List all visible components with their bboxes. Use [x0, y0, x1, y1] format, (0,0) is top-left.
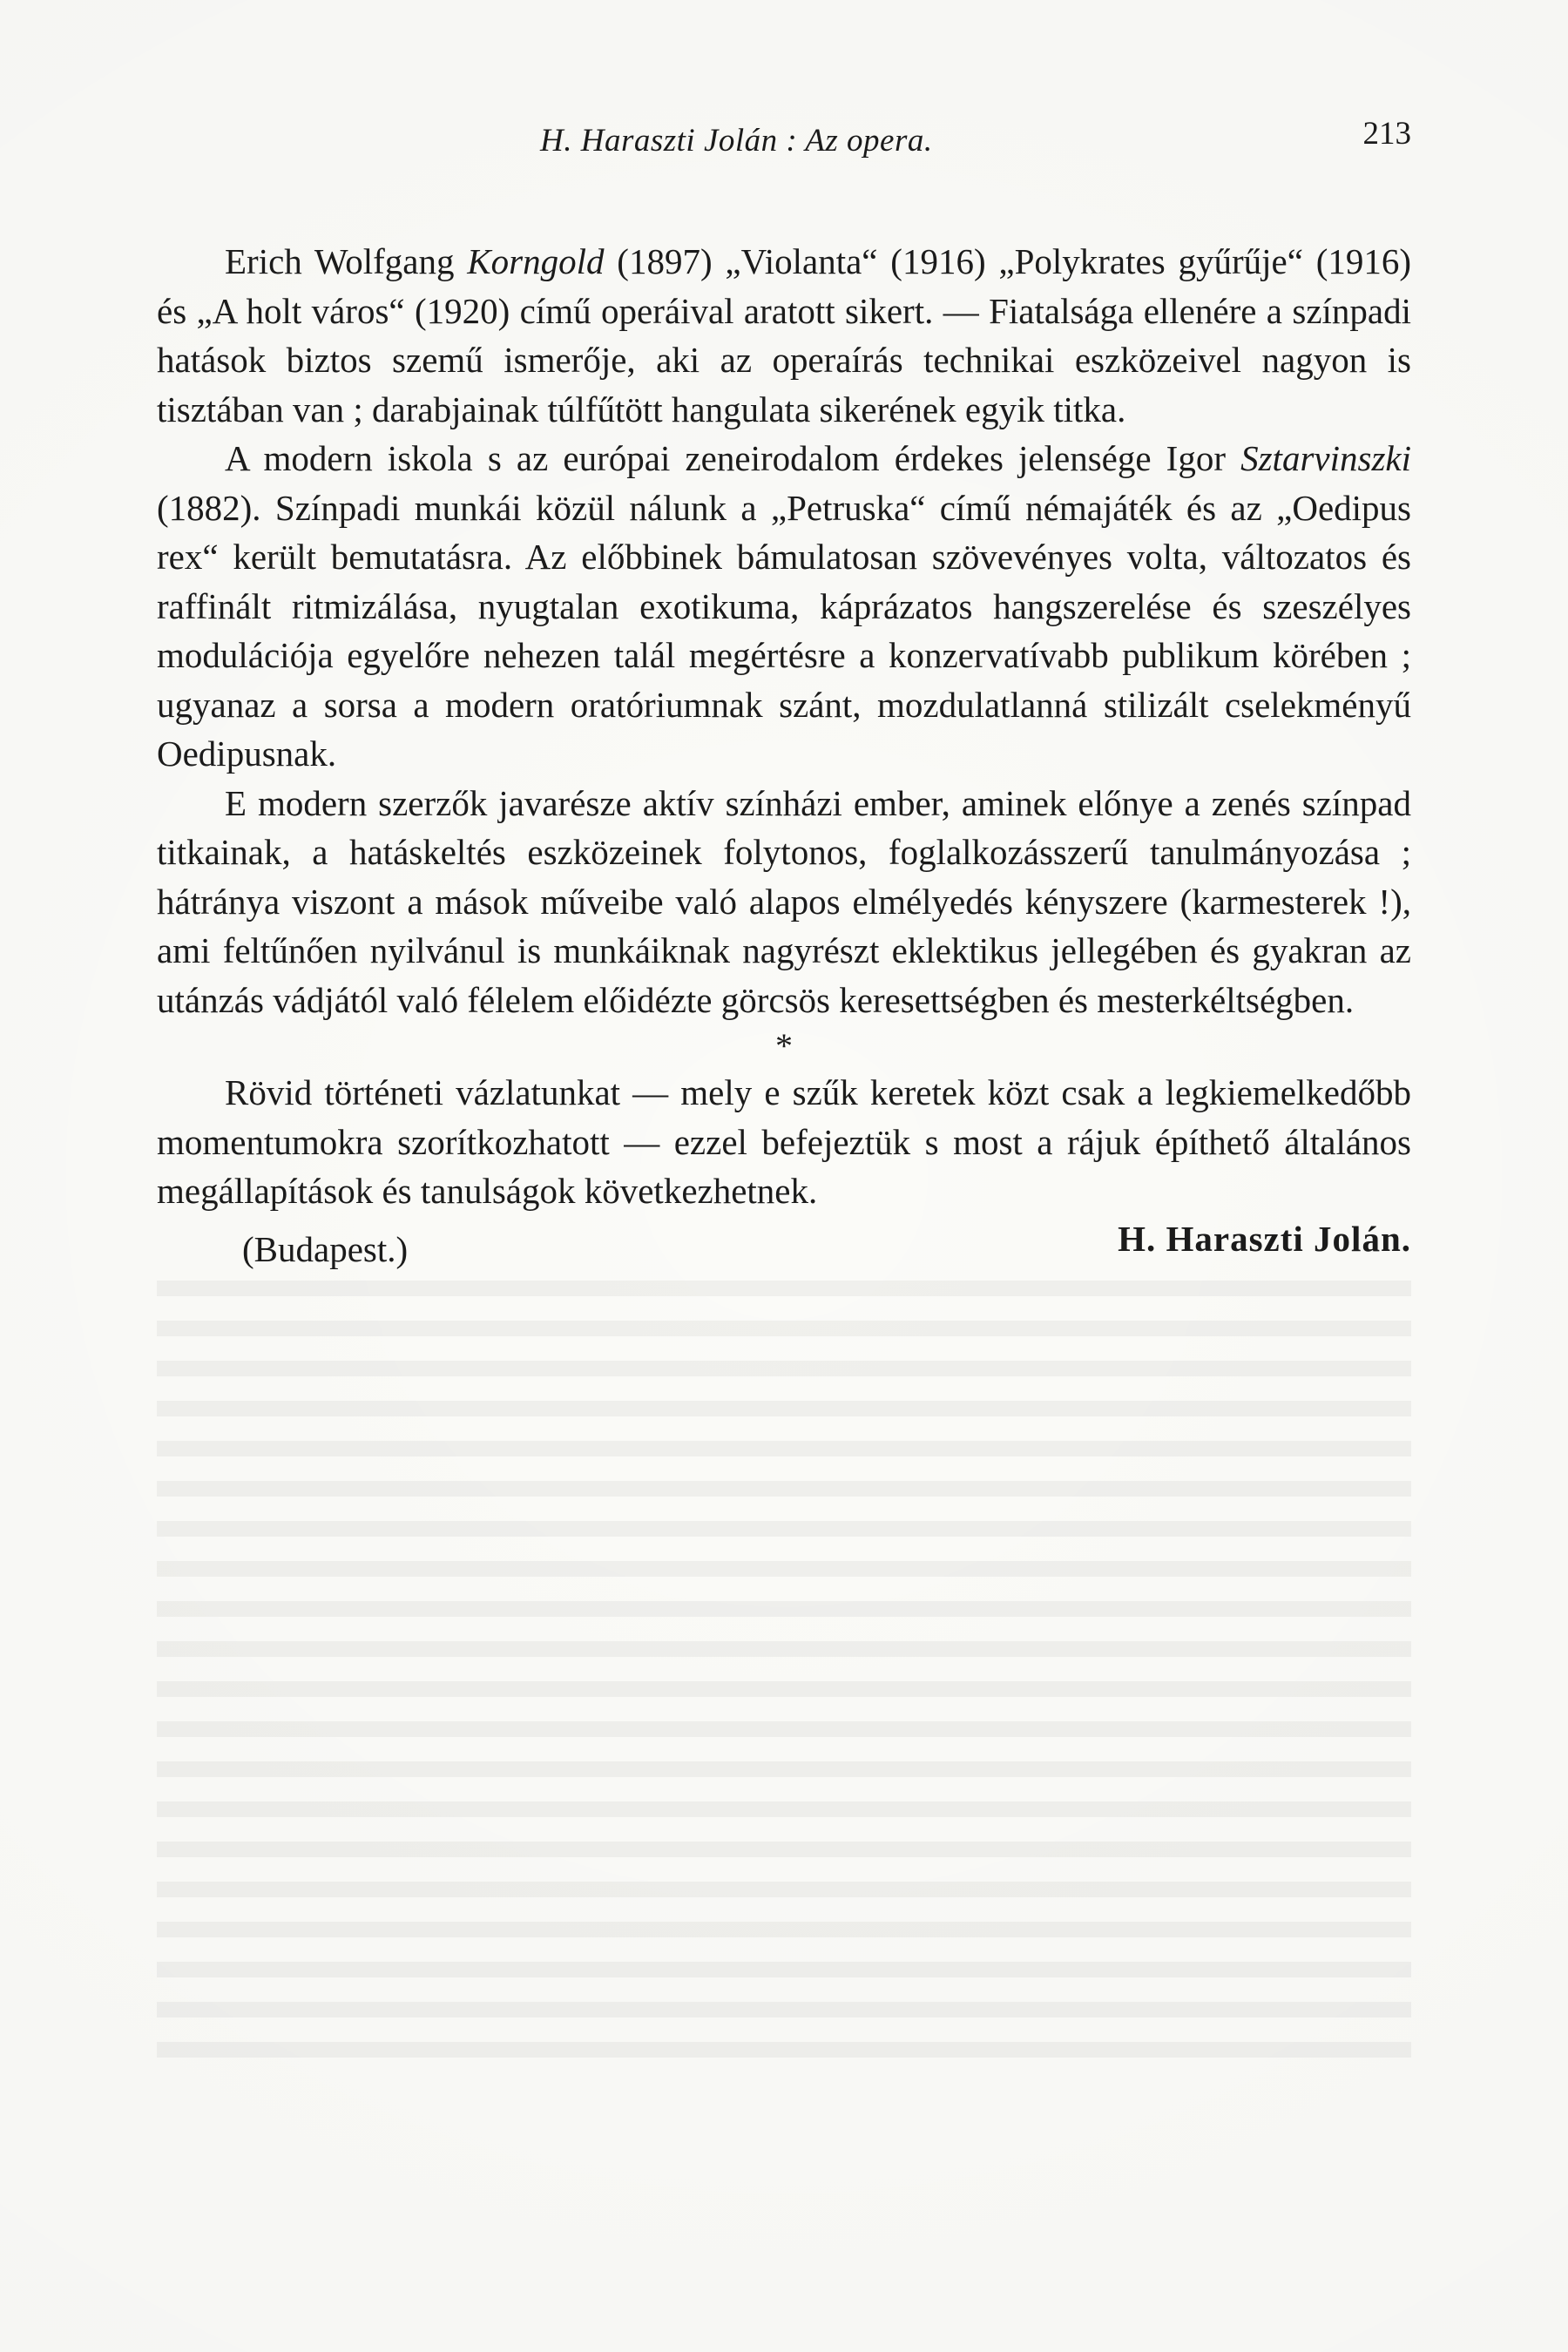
paragraph-sztarvinszki — [157, 434, 1411, 779]
paragraph-korngold-part-c: (1897) „Violanta“ (1916) „Polykrates gyűrűje“ (1916) és „A holt város“ (1920) című operáival aratott sikert. — Fiatalsága ellenére a színpadi hatások biztos szemű ismerője, aki az operaírás technikai eszközeivel nagyon is tisztában van ; darabjainak túlfűtött hangulata sikerének egyik titka. — [157, 241, 1412, 429]
composer-name-sztarvinszki: Sztarvinszki — [1240, 438, 1411, 478]
page-header — [157, 115, 1411, 167]
running-head: H. Haraszti Jolán : Az opera. — [540, 123, 933, 159]
signature-location: (Budapest.) — [242, 1228, 409, 1269]
signature-author: H. Haraszti Jolán. — [1118, 1218, 1411, 1259]
paragraph-conclusion: Rövid történeti vázlatunkat — mely e szűk keretek közt csak a legkiemelkedőbb momentumokra szorítkozhatott — ezzel befejeztük s most a rájuk építhető általános megállapítások és tanulságok következhetnek. — [157, 1072, 1411, 1211]
composer-name-korngold: Korngold — [467, 241, 605, 281]
paragraph-sztarvinszki-part-c: (1882). Színpadi munkái közül nálunk a „Petruska“ című némajáték és az „Oedipus rex“ került bemutatásra. Az előbbinek bámulatosan szövevényes volta, változatos és raffinált ritmizálása, nyugtalan exotikuma, káprázatos hangszerelése és szeszélyes modulációja egyelőre nehezen talál megértésre a konzervatívabb publikum körében ; ugyanaz a sorsa a modern oratóriumnak szánt, mozdulatlanná stilizált cselekményű Oedipusnak. — [157, 487, 1411, 774]
show-through-texture — [157, 1281, 1411, 2065]
page-number: 213 — [1362, 116, 1411, 152]
paragraph-korngold-part-a: Erich Wolfgang — [225, 241, 468, 281]
signature-row — [157, 1218, 1411, 1277]
paragraph-korngold — [157, 237, 1411, 434]
paragraph-modern-composers: E modern szerzők javarésze aktív színházi ember, aminek előnye a zenés színpad titkainak, a hatáskeltés eszközeinek folytonos, foglalkozásszerű tanulmányozása ; hátránya viszont a mások műveibe való alapos elmélyedés kényszere (karmesterek !), ami feltűnően nyilvánul is munkáiknak nagyrészt eklektikus jellegében és gyakran az utánzás vádjától való félelem előidézte görcsös keresettségben és mesterkéltségben. — [157, 782, 1411, 1020]
section-separator: * — [775, 1026, 793, 1065]
paragraph-sztarvinszki-part-a: A modern iskola s az európai zeneirodalom érdekes jelensége Igor — [225, 438, 1241, 478]
article-body — [157, 237, 1411, 1277]
